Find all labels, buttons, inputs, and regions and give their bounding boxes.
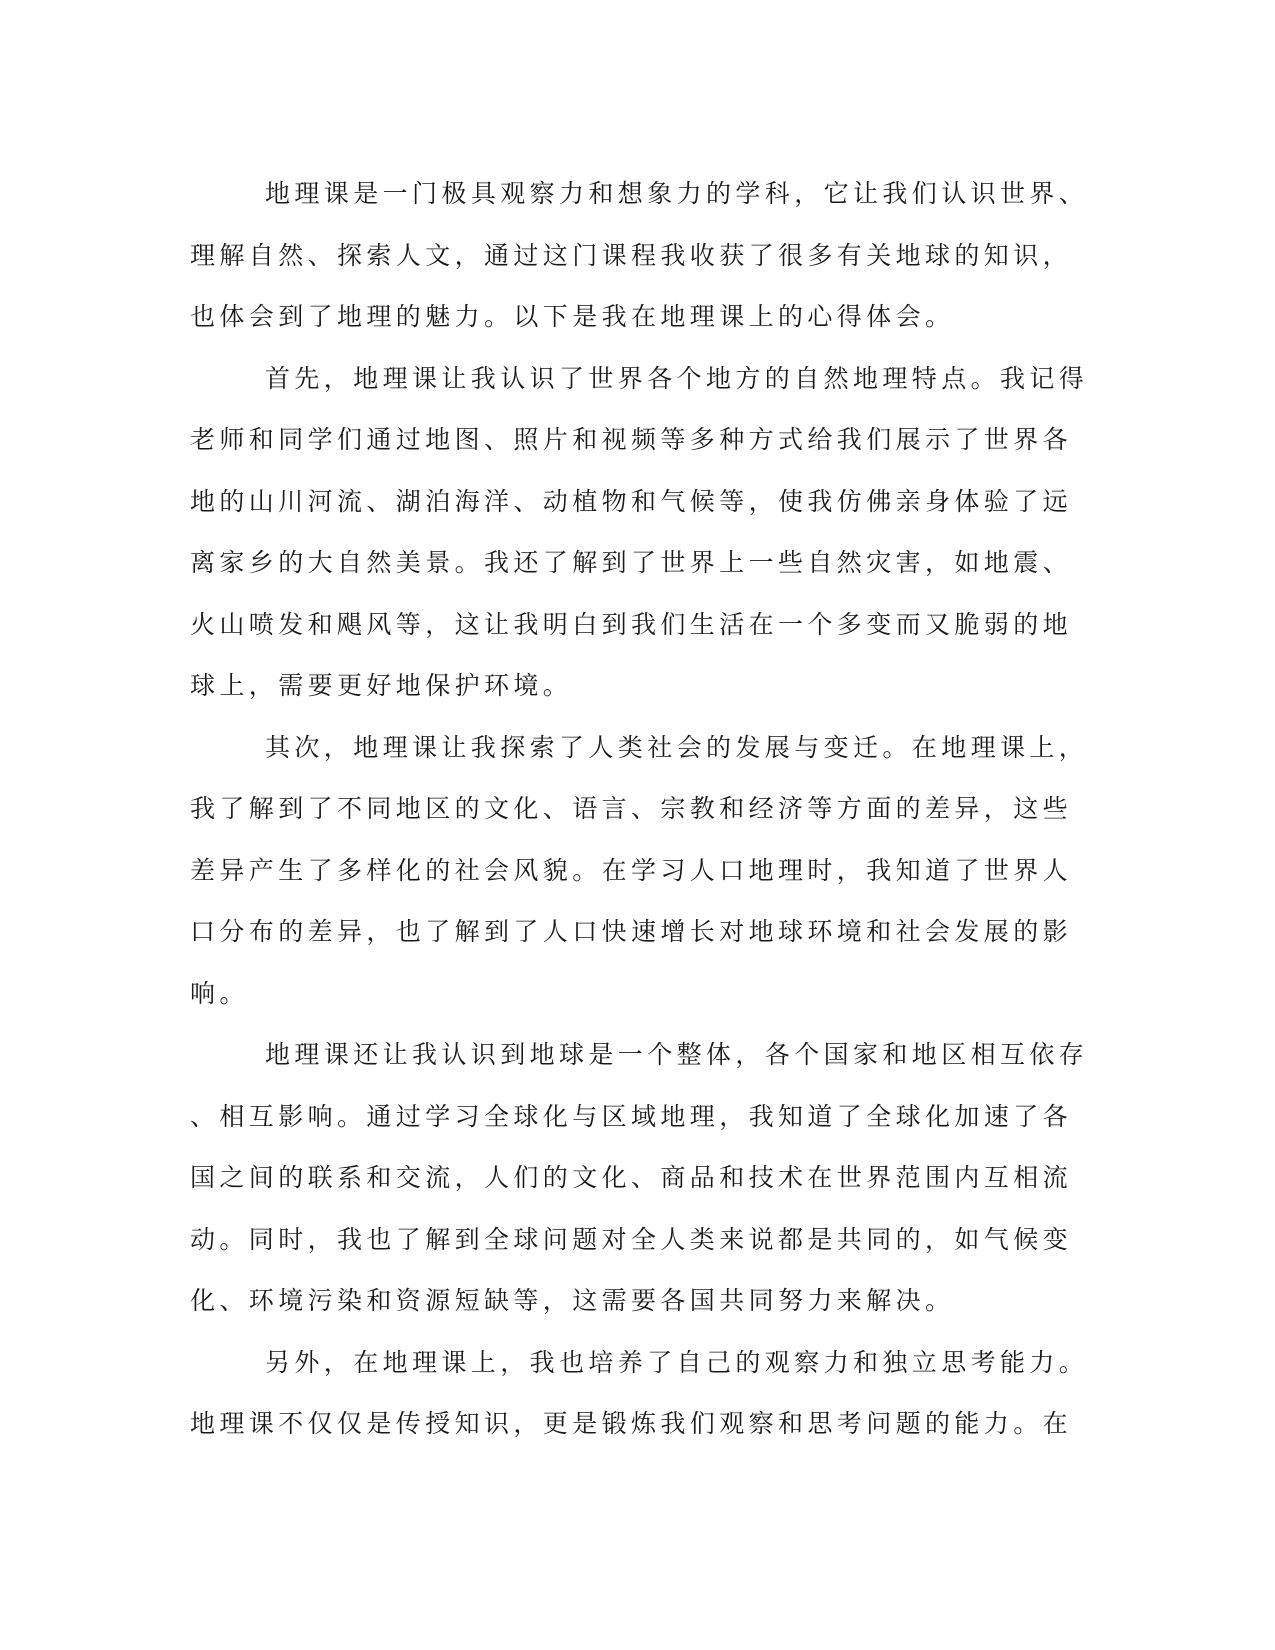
text-line: 地理课是一门极具观察力和想象力的学科，它让我们认识世界、: [265, 179, 1089, 208]
text-line: 其次，地理课让我探索了人类社会的发展与变迁。在地理课上，: [265, 732, 1089, 762]
text-line: 离家乡的大自然美景。我还了解到了世界上一些自然灾害，如地震、: [190, 548, 1073, 577]
text-line: 另外，在地理课上，我也培养了自己的观察力和独立思考能力。: [265, 1347, 1089, 1377]
text-line: 老师和同学们通过地图、照片和视频等多种方式给我们展示了世界各: [190, 425, 1073, 454]
text-line: 动。同时，我也了解到全球问题对全人类来说都是共同的，如气候变: [190, 1224, 1073, 1254]
text-line: 、相互影响。通过学习全球化与区域地理，我知道了全球化加速了各: [190, 1101, 1073, 1131]
text-line: 我了解到了不同地区的文化、语言、宗教和经济等方面的差异，这些: [190, 794, 1073, 823]
text-line: 也体会到了地理的魅力。以下是我在地理课上的心得体会。: [190, 302, 955, 331]
text-line: 差异产生了多样化的社会风貌。在学习人口地理时，我知道了世界人: [190, 855, 1073, 885]
text-line: 国之间的联系和交流，人们的文化、商品和技术在世界范围内互相流: [190, 1163, 1073, 1192]
text-line: 地理课不仅仅是传授知识，更是锻炼我们观察和思考问题的能力。在: [190, 1409, 1073, 1438]
text-line: 地理课还让我认识到地球是一个整体，各个国家和地区相互依存: [265, 1040, 1089, 1069]
text-line: 首先，地理课让我认识了世界各个地方的自然地理特点。我记得: [265, 363, 1089, 393]
text-line: 理解自然、探索人文，通过这门课程我收获了很多有关地球的知识，: [190, 240, 1073, 270]
text-line: 口分布的差异，也了解到了人口快速增长对地球环境和社会发展的影: [190, 917, 1073, 946]
text-line: 响。: [190, 978, 249, 1008]
document-body: [190, 163, 1089, 1455]
text-line: 火山喷发和飓风等，这让我明白到我们生活在一个多变而又脆弱的地: [190, 609, 1073, 639]
text-line: 化、环境污染和资源短缺等，这需要各国共同努力来解决。: [190, 1286, 955, 1315]
text-line: 地的山川河流、湖泊海洋、动植物和气候等，使我仿佛亲身体验了远: [190, 486, 1073, 516]
text-line: 球上，需要更好地保护环境。: [190, 671, 573, 700]
